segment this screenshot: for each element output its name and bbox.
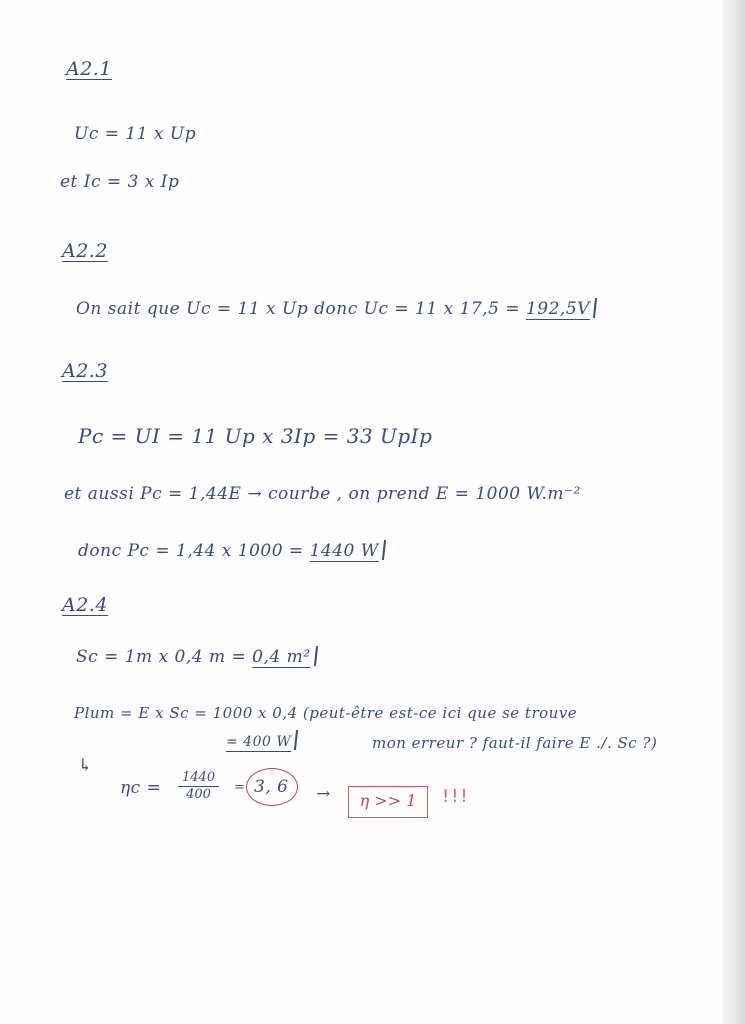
equals-sign: = [234, 780, 246, 795]
a23-line-3 [78, 540, 385, 561]
a21-line-1: Uc = 11 x Up [74, 124, 197, 144]
result-bar-mark [593, 298, 597, 318]
a22-line-1-text: On sait que Uc = 11 x Up donc Uc = 11 x 17,5 = [76, 299, 521, 319]
a24-power-value: = 400 W [226, 734, 292, 750]
a23-line-1: Pc = UI = 11 Up x 3Ip = 33 UpIp [78, 424, 433, 448]
a24-line-1-text: Sc = 1m x 0,4 m = [76, 647, 247, 667]
result-bar-mark [314, 646, 318, 666]
a24-surface-result: 0,4 m² [252, 647, 311, 667]
a23-line-3-text: donc Pc = 1,44 x 1000 = [78, 541, 304, 561]
a24-line-2: Plum = E x Sc = 1000 x 0,4 (peut-être est-ce ici que se trouve [74, 704, 578, 722]
exclamation-marks: !!! [442, 786, 470, 807]
a24-line-1 [76, 646, 317, 667]
section-title-a23: A2.3 [62, 360, 108, 382]
a23-line-2: et aussi Pc = 1,44E → courbe , on prend E = 1000 W.m⁻² [64, 484, 581, 504]
page-edge-shadow [723, 0, 745, 1024]
a23-result: 1440 W [309, 541, 379, 561]
fraction-numerator: 1440 [178, 770, 219, 787]
a24-note: mon erreur ? faut-il faire E ./. Sc ?) [372, 734, 658, 752]
circle-mark [246, 768, 298, 806]
efficiency-fraction [178, 770, 219, 802]
arrow-down-right-icon: ↳ [78, 756, 93, 776]
section-title-a21: A2.1 [66, 58, 112, 80]
fraction-denominator: 400 [186, 787, 211, 802]
arrow-right-icon: → [316, 784, 331, 804]
conclusion-box: η >> 1 [348, 786, 428, 818]
section-title-a24: A2.4 [62, 594, 108, 616]
a22-result: 192,5V [525, 299, 590, 319]
a21-line-2: et Ic = 3 x Ip [60, 172, 180, 192]
a24-power-result [226, 730, 297, 750]
section-title-a22: A2.2 [62, 240, 108, 262]
a22-line-1 [76, 298, 596, 319]
result-bar-mark [382, 540, 386, 560]
efficiency-label: ηc = [120, 778, 162, 798]
result-bar-mark [294, 730, 298, 750]
efficiency-value: 3, 6 [254, 777, 289, 797]
